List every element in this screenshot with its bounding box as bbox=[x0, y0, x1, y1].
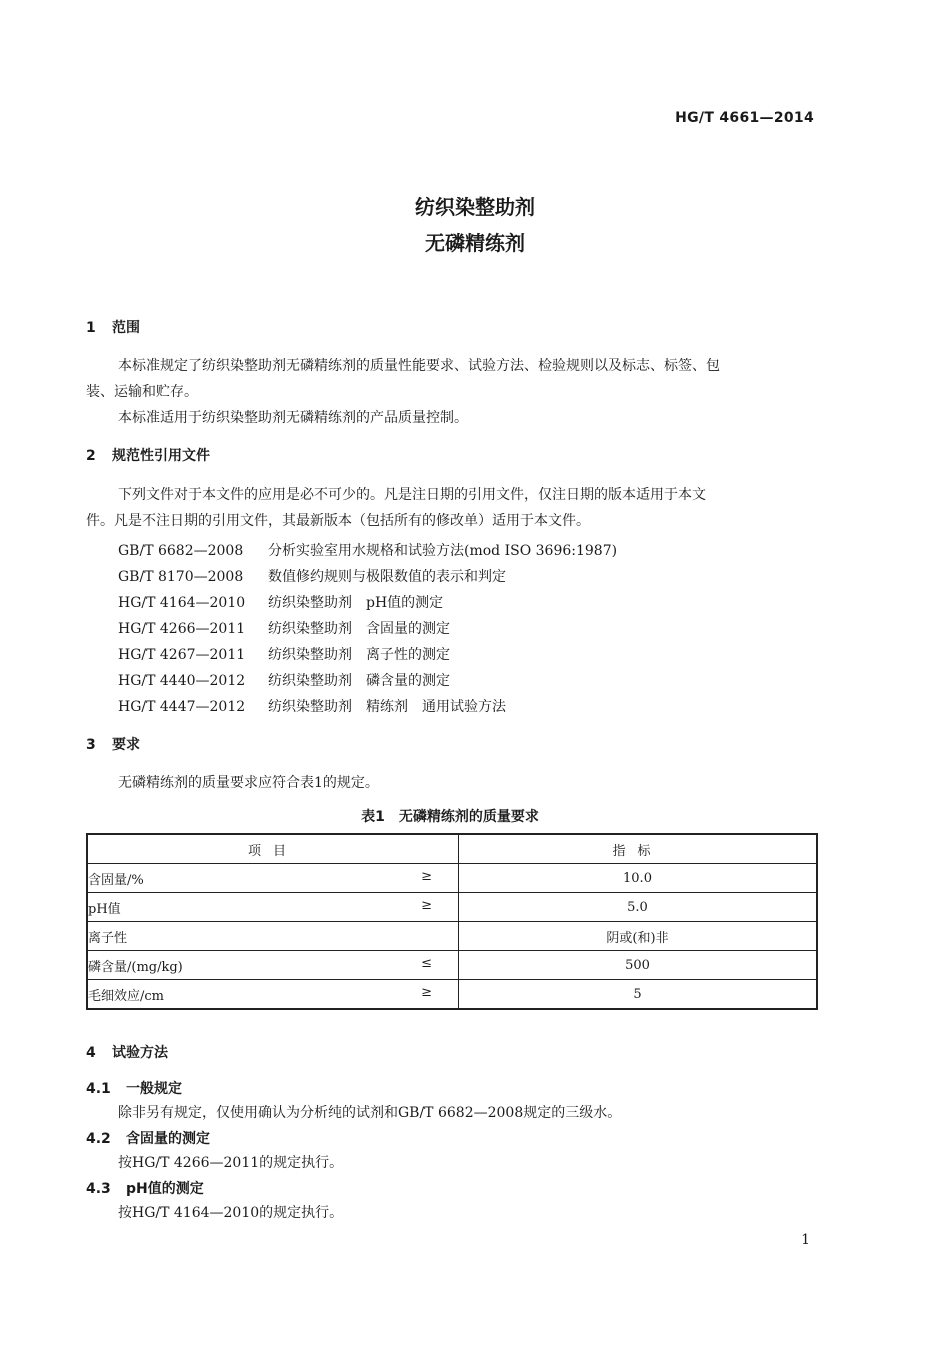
reference-code: HG/T 4266—2011 bbox=[118, 621, 246, 637]
table-header-row bbox=[87, 834, 817, 864]
table-row bbox=[87, 864, 817, 893]
paragraph: 按HG/T 4266—2011的规定执行。 bbox=[118, 1155, 344, 1171]
paragraph: 本标准规定了纺织染整助剂无磷精练剂的质量性能要求、试验方法、检验规则以及标志、标签、包 bbox=[118, 358, 720, 374]
page-number: 1 bbox=[801, 1232, 810, 1248]
table-row bbox=[87, 922, 817, 951]
comparison-symbol: ≥ bbox=[421, 985, 432, 1000]
reference-title: 纺织染整助剂 磷含量的测定 bbox=[268, 673, 450, 689]
subsection-4-3-heading bbox=[86, 1178, 204, 1198]
reference-title: 纺织染整助剂 pH值的测定 bbox=[268, 595, 444, 611]
subsection-4-2-heading bbox=[86, 1128, 210, 1148]
reference-title: 纺织染整助剂 离子性的测定 bbox=[268, 647, 450, 663]
section-1-heading bbox=[86, 317, 140, 337]
reference-title: 分析实验室用水规格和试验方法(mod ISO 3696:1987) bbox=[268, 543, 618, 559]
reference-item bbox=[118, 566, 506, 586]
reference-code: HG/T 4440—2012 bbox=[118, 673, 246, 689]
value-cell: 500 bbox=[459, 951, 818, 980]
subsection-4-1-heading bbox=[86, 1078, 182, 1098]
table-row bbox=[87, 951, 817, 980]
subsection-title: pH值的测定 bbox=[126, 1181, 204, 1197]
section-number: 4 bbox=[86, 1045, 96, 1061]
value-cell: 10.0 bbox=[459, 864, 818, 893]
document-title-line1: 纺织染整助剂 bbox=[415, 195, 535, 219]
paragraph: 除非另有规定，仅使用确认为分析纯的试剂和GB/T 6682—2008规定的三级水。 bbox=[118, 1105, 622, 1121]
item-label: 磷含量/(mg/kg) bbox=[88, 959, 183, 975]
paragraph: 按HG/T 4164—2010的规定执行。 bbox=[118, 1205, 344, 1221]
reference-code: HG/T 4447—2012 bbox=[118, 699, 246, 715]
item-cell bbox=[87, 951, 459, 980]
paragraph: 本标准适用于纺织染整助剂无磷精练剂的产品质量控制。 bbox=[118, 410, 468, 426]
reference-code: HG/T 4164—2010 bbox=[118, 595, 246, 611]
section-title: 规范性引用文件 bbox=[112, 448, 210, 464]
comparison-symbol: ≥ bbox=[421, 898, 432, 913]
reference-title: 纺织染整助剂 含固量的测定 bbox=[268, 621, 450, 637]
reference-code: HG/T 4267—2011 bbox=[118, 647, 246, 663]
column-header-item: 项目 bbox=[87, 834, 459, 864]
subsection-title: 含固量的测定 bbox=[126, 1131, 210, 1147]
item-label: pH值 bbox=[88, 901, 121, 917]
quality-requirements-table bbox=[86, 833, 818, 1010]
item-cell bbox=[87, 980, 459, 1010]
value-cell: 5 bbox=[459, 980, 818, 1010]
reference-item bbox=[118, 644, 450, 664]
standard-code: HG/T 4661—2014 bbox=[675, 110, 814, 126]
section-number: 2 bbox=[86, 448, 96, 464]
table-row bbox=[87, 980, 817, 1010]
table-row bbox=[87, 893, 817, 922]
reference-item bbox=[118, 696, 506, 716]
item-label: 离子性 bbox=[88, 930, 128, 946]
reference-item bbox=[118, 670, 450, 690]
section-title: 试验方法 bbox=[112, 1045, 168, 1061]
section-number: 1 bbox=[86, 320, 96, 336]
reference-item bbox=[118, 592, 443, 612]
reference-code: GB/T 6682—2008 bbox=[118, 543, 244, 559]
reference-title: 数值修约规则与极限数值的表示和判定 bbox=[268, 569, 506, 585]
reference-item bbox=[118, 618, 450, 638]
reference-item bbox=[118, 540, 617, 560]
paragraph: 下列文件对于本文件的应用是必不可少的。凡是注日期的引用文件，仅注日期的版本适用于本文 bbox=[118, 487, 706, 503]
section-title: 范围 bbox=[112, 320, 140, 336]
section-3-heading bbox=[86, 734, 140, 754]
comparison-symbol: ≥ bbox=[421, 869, 432, 884]
reference-title: 纺织染整助剂 精练剂 通用试验方法 bbox=[268, 699, 506, 715]
comparison-symbol: ≤ bbox=[421, 956, 432, 971]
section-4-heading bbox=[86, 1042, 168, 1062]
section-title: 要求 bbox=[112, 737, 140, 753]
item-cell bbox=[87, 893, 459, 922]
item-cell bbox=[87, 922, 459, 951]
subsection-number: 4.1 bbox=[86, 1081, 111, 1097]
section-2-heading bbox=[86, 445, 210, 465]
column-header-value: 指标 bbox=[459, 834, 818, 864]
paragraph: 装、运输和贮存。 bbox=[86, 384, 198, 400]
item-cell bbox=[87, 864, 459, 893]
document-title-line2: 无磷精练剂 bbox=[425, 231, 525, 255]
reference-code: GB/T 8170—2008 bbox=[118, 569, 244, 585]
subsection-title: 一般规定 bbox=[126, 1081, 182, 1097]
value-cell: 阴或(和)非 bbox=[459, 922, 818, 951]
subsection-number: 4.2 bbox=[86, 1131, 111, 1147]
subsection-number: 4.3 bbox=[86, 1181, 111, 1197]
value-cell: 5.0 bbox=[459, 893, 818, 922]
item-label: 毛细效应/cm bbox=[88, 988, 164, 1004]
paragraph: 无磷精练剂的质量要求应符合表1的规定。 bbox=[118, 775, 379, 791]
paragraph: 件。凡是不注日期的引用文件，其最新版本（包括所有的修改单）适用于本文件。 bbox=[86, 513, 590, 529]
item-label: 含固量/% bbox=[88, 872, 144, 888]
section-number: 3 bbox=[86, 737, 96, 753]
table-caption: 表1 无磷精练剂的质量要求 bbox=[361, 809, 539, 825]
